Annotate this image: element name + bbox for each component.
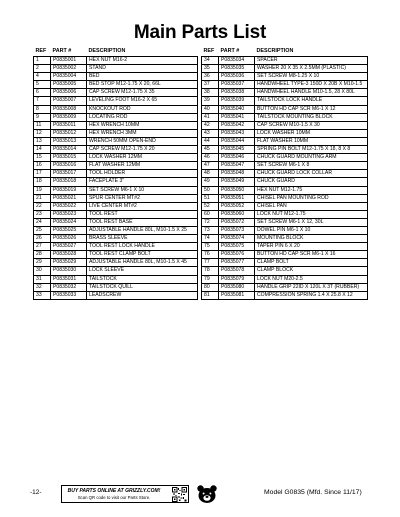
description-cell: MOUNTING BLOCK: [255, 235, 368, 243]
table-row: [34, 137, 198, 145]
table-row: [34, 194, 198, 202]
table-row: [202, 186, 368, 194]
ref-cell: 78: [202, 267, 219, 275]
table-row: [202, 137, 368, 145]
description-cell: WASHER 20 X 35 X 2.5MM (PLASTIC): [255, 65, 368, 73]
part-number-cell: P0835052: [219, 202, 255, 210]
table-row: [34, 113, 198, 121]
part-number-cell: P0835060: [219, 210, 255, 218]
table-row: [202, 57, 368, 65]
description-cell: HEX NUT M16-2: [87, 57, 198, 65]
parts-table-right: [201, 47, 368, 300]
ref-cell: 14: [34, 146, 51, 154]
ref-cell: 25: [34, 226, 51, 234]
table-row: [34, 97, 198, 105]
description-cell: TAPER PIN 6 X 20: [255, 243, 368, 251]
description-cell: BED STOP M12-1.75 X 20, 66L: [87, 81, 198, 89]
table-row: [34, 162, 198, 170]
description-cell: LIVE CENTER MT#2: [87, 202, 198, 210]
table-row: [202, 154, 368, 162]
part-number-cell: P0835024: [51, 218, 87, 226]
part-number-cell: P0835029: [51, 259, 87, 267]
table-row: [202, 81, 368, 89]
ref-cell: 38: [202, 89, 219, 97]
part-number-cell: P0835077: [219, 259, 255, 267]
part-number-cell: P0835037: [219, 81, 255, 89]
ref-cell: 18: [34, 178, 51, 186]
ref-cell: 46: [202, 154, 219, 162]
part-number-cell: P0835021: [51, 194, 87, 202]
description-cell: CHISEL PAN: [255, 202, 368, 210]
description-cell: LOCK WASHER 10MM: [255, 129, 368, 137]
description-cell: SET SCREW M6-1 X 12, 30L: [255, 218, 368, 226]
ref-cell: 48: [202, 170, 219, 178]
description-cell: SPRING PIN BOLT M12-1.75 X 18, 8 X 8: [255, 146, 368, 154]
part-number-cell: P0835076: [219, 251, 255, 259]
description-cell: TAILSTOCK MOUNTING BLOCK: [255, 113, 368, 121]
table-row: [202, 73, 368, 81]
table-row: [34, 186, 198, 194]
table-row: [202, 291, 368, 299]
ref-cell: 77: [202, 259, 219, 267]
part-number-cell: P0835023: [51, 210, 87, 218]
part-number-cell: P0835034: [219, 57, 255, 65]
part-number-cell: P0835025: [51, 226, 87, 234]
part-number-cell: P0835039: [219, 97, 255, 105]
ref-cell: 36: [202, 73, 219, 81]
part-number-cell: P0835080: [219, 283, 255, 291]
table-row: [34, 275, 198, 283]
ref-cell: 35: [202, 65, 219, 73]
ref-cell: 41: [202, 113, 219, 121]
description-cell: ADJUSTABLE HANDLE 80L, M10-1.5 X 25: [87, 226, 198, 234]
col-part: PART #: [220, 48, 240, 54]
part-number-cell: P0835040: [219, 105, 255, 113]
table-row: [34, 291, 198, 299]
table-row: [34, 154, 198, 162]
table-row: [202, 162, 368, 170]
description-cell: DOWEL PIN M6-1 X 10: [255, 226, 368, 234]
ref-cell: 75: [202, 243, 219, 251]
ref-cell: 8: [34, 105, 51, 113]
description-cell: TOOL HOLDER: [87, 170, 198, 178]
description-cell: CLAMP BLOCK: [255, 267, 368, 275]
ref-cell: 22: [34, 202, 51, 210]
part-number-cell: P0835042: [219, 121, 255, 129]
page-number: -12-: [30, 489, 42, 496]
ref-cell: 7: [34, 97, 51, 105]
part-number-cell: P0835078: [219, 267, 255, 275]
part-number-cell: P0835081: [219, 291, 255, 299]
ref-cell: 81: [202, 291, 219, 299]
description-cell: FLAT WASHER 10MM: [255, 137, 368, 145]
ref-cell: 33: [34, 291, 51, 299]
ref-cell: 73: [202, 226, 219, 234]
part-number-cell: P0835033: [51, 291, 87, 299]
part-number-cell: P0835074: [219, 235, 255, 243]
table-row: [202, 202, 368, 210]
description-cell: SET SCREW M6-1 X 8: [255, 162, 368, 170]
description-cell: TOOL REST LOCK HANDLE: [87, 243, 198, 251]
part-number-cell: P0835014: [51, 146, 87, 154]
ref-cell: 37: [202, 81, 219, 89]
ref-cell: 43: [202, 129, 219, 137]
ref-cell: 29: [34, 259, 51, 267]
description-cell: BUTTON HD CAP SCR M6-1 X 16: [255, 251, 368, 259]
table-row: [34, 259, 198, 267]
description-cell: FLAT WASHER 12MM: [87, 162, 198, 170]
description-cell: CAP SCREW M10-1.5 X 30: [255, 121, 368, 129]
table-row: [34, 283, 198, 291]
table-row: [202, 194, 368, 202]
table-row: [34, 129, 198, 137]
part-number-cell: P0835079: [219, 275, 255, 283]
part-number-cell: P0835009: [51, 113, 87, 121]
part-number-cell: P0835041: [219, 113, 255, 121]
ref-cell: 47: [202, 162, 219, 170]
table-row: [202, 259, 368, 267]
promo-headline: BUY PARTS ONLINE AT GRIZZLY.COM!: [67, 488, 161, 494]
table-row: [202, 226, 368, 234]
description-cell: LOCK NUT M20-2.5: [255, 275, 368, 283]
description-cell: CLAMP BOLT: [255, 259, 368, 267]
description-cell: TOOL REST CLAMP BOLT: [87, 251, 198, 259]
part-number-cell: P0835022: [51, 202, 87, 210]
ref-cell: 2: [34, 65, 51, 73]
col-ref: REF: [35, 48, 47, 54]
col-part: PART #: [52, 48, 72, 54]
table-row: [202, 170, 368, 178]
part-number-cell: P0835017: [51, 170, 87, 178]
part-number-cell: P0835030: [51, 267, 87, 275]
table-row: [34, 210, 198, 218]
part-number-cell: P0835046: [219, 154, 255, 162]
model-label: Model G0835 (Mfd. Since 11/17): [264, 489, 362, 496]
description-cell: SET SCREW M8-1.25 X 10: [255, 73, 368, 81]
ref-cell: 19: [34, 186, 51, 194]
table-row: [34, 243, 198, 251]
ref-cell: 12: [34, 129, 51, 137]
ref-cell: 23: [34, 210, 51, 218]
promo-subtext: Scan QR code to visit our Parts Store.: [77, 495, 151, 500]
description-cell: LEVELING FOOT M16-2 X 65: [87, 97, 198, 105]
description-cell: TOOL REST: [87, 210, 198, 218]
description-cell: SPUR CENTER MT#2: [87, 194, 198, 202]
table-header: [34, 47, 198, 57]
description-cell: BED: [87, 73, 198, 81]
ref-cell: 17: [34, 170, 51, 178]
ref-cell: 4: [34, 73, 51, 81]
ref-cell: 24: [34, 218, 51, 226]
table-row: [34, 235, 198, 243]
description-cell: WRENCH 50MM OPEN-END: [87, 137, 198, 145]
parts-table-left: [33, 47, 198, 300]
ref-cell: 60: [202, 210, 219, 218]
col-description: DESCRIPTION: [256, 48, 294, 54]
table-header: [202, 47, 368, 57]
description-cell: HEX NUT M12-1.75: [255, 186, 368, 194]
description-cell: LOCK WASHER 12MM: [87, 154, 198, 162]
table-row: [202, 243, 368, 251]
grizzly-bear-logo-icon: [196, 484, 218, 504]
ref-cell: 26: [34, 235, 51, 243]
part-number-cell: P0835002: [51, 65, 87, 73]
ref-cell: 44: [202, 137, 219, 145]
table-row: [202, 283, 368, 291]
description-cell: TAILSTOCK: [87, 275, 198, 283]
description-cell: CHUCK GUARD LOCK COLLAR: [255, 170, 368, 178]
description-cell: BUTTON HD CAP SCR M6-1 X 12: [255, 105, 368, 113]
description-cell: CHUCK GUARD: [255, 178, 368, 186]
table-row: [202, 65, 368, 73]
part-number-cell: P0835073: [219, 226, 255, 234]
ref-cell: 6: [34, 89, 51, 97]
ref-cell: 5: [34, 81, 51, 89]
part-number-cell: P0835026: [51, 235, 87, 243]
qr-code-icon[interactable]: [172, 487, 187, 502]
ref-cell: 34: [202, 57, 219, 65]
col-ref: REF: [203, 48, 215, 54]
description-cell: LOCK SLEEVE: [87, 267, 198, 275]
description-cell: HEX WRENCH 3MM: [87, 129, 198, 137]
part-number-cell: P0835045: [219, 146, 255, 154]
table-row: [34, 105, 198, 113]
description-cell: HEX WRENCH 10MM: [87, 121, 198, 129]
table-row: [34, 251, 198, 259]
ref-cell: 39: [202, 97, 219, 105]
table-row: [34, 202, 198, 210]
parts-promo-box[interactable]: [61, 485, 189, 503]
table-row: [34, 73, 198, 81]
ref-cell: 49: [202, 178, 219, 186]
table-row: [34, 81, 198, 89]
ref-cell: 30: [34, 267, 51, 275]
ref-cell: 74: [202, 235, 219, 243]
description-cell: HANDWHEEL TYPE-3 150D X 20B X M10-1.5: [255, 81, 368, 89]
part-number-cell: P0835044: [219, 137, 255, 145]
description-cell: KNOCKOUT ROD: [87, 105, 198, 113]
description-cell: CAP SCREW M12-1.75 X 20: [87, 146, 198, 154]
part-number-cell: P0835043: [219, 129, 255, 137]
ref-cell: 28: [34, 251, 51, 259]
description-cell: CHUCK GUARD MOUNTING ARM: [255, 154, 368, 162]
table-row: [202, 105, 368, 113]
description-cell: STAND: [87, 65, 198, 73]
table-row: [34, 121, 198, 129]
table-row: [34, 226, 198, 234]
part-number-cell: P0835036: [219, 73, 255, 81]
description-cell: TAILSTOCK QUILL: [87, 283, 198, 291]
description-cell: TAILSTOCK LOCK HANDLE: [255, 97, 368, 105]
ref-cell: 27: [34, 243, 51, 251]
part-number-cell: P0835031: [51, 275, 87, 283]
table-row: [202, 146, 368, 154]
ref-cell: 40: [202, 105, 219, 113]
table-row: [34, 218, 198, 226]
part-number-cell: P0835005: [51, 81, 87, 89]
ref-cell: 21: [34, 194, 51, 202]
description-cell: TOOL REST BASE: [87, 218, 198, 226]
part-number-cell: P0835048: [219, 170, 255, 178]
part-number-cell: P0835001: [51, 57, 87, 65]
table-row: [202, 275, 368, 283]
ref-cell: 79: [202, 275, 219, 283]
part-number-cell: P0835049: [219, 178, 255, 186]
description-cell: ADJUSTABLE HANDLE 80L, M10-1.5 X 45: [87, 259, 198, 267]
table-row: [34, 170, 198, 178]
description-cell: LOCK NUT M12-1.75: [255, 210, 368, 218]
part-number-cell: P0835016: [51, 162, 87, 170]
col-description: DESCRIPTION: [88, 48, 126, 54]
description-cell: SET SCREW M6-1 X 10: [87, 186, 198, 194]
part-number-cell: P0835012: [51, 129, 87, 137]
table-row: [202, 97, 368, 105]
ref-cell: 50: [202, 186, 219, 194]
ref-cell: 15: [34, 154, 51, 162]
part-number-cell: P0835018: [51, 178, 87, 186]
table-row: [202, 129, 368, 137]
part-number-cell: P0835075: [219, 243, 255, 251]
table-row: [34, 178, 198, 186]
table-row: [202, 178, 368, 186]
ref-cell: 72: [202, 218, 219, 226]
table-row: [34, 65, 198, 73]
part-number-cell: P0835006: [51, 89, 87, 97]
ref-cell: 42: [202, 121, 219, 129]
ref-cell: 1: [34, 57, 51, 65]
description-cell: HANDWHEEL HANDLE M10-1.5, 28 X 80L: [255, 89, 368, 97]
description-cell: LOCATING ROD: [87, 113, 198, 121]
part-number-cell: P0835028: [51, 251, 87, 259]
part-number-cell: P0835004: [51, 73, 87, 81]
part-number-cell: P0835015: [51, 154, 87, 162]
table-row: [202, 251, 368, 259]
ref-cell: 13: [34, 137, 51, 145]
part-number-cell: P0835051: [219, 194, 255, 202]
table-row: [34, 57, 198, 65]
part-number-cell: P0835019: [51, 186, 87, 194]
ref-cell: 16: [34, 162, 51, 170]
description-cell: SPACER: [255, 57, 368, 65]
description-cell: COMPRESSION SPRING 1.4 X 25.8 X 12: [255, 291, 368, 299]
description-cell: LEADSCREW: [87, 291, 198, 299]
ref-cell: 52: [202, 202, 219, 210]
part-number-cell: P0835050: [219, 186, 255, 194]
part-number-cell: P0835038: [219, 89, 255, 97]
part-number-cell: P0835032: [51, 283, 87, 291]
part-number-cell: P0835072: [219, 218, 255, 226]
ref-cell: 11: [34, 121, 51, 129]
part-number-cell: P0835027: [51, 243, 87, 251]
table-row: [202, 218, 368, 226]
ref-cell: 80: [202, 283, 219, 291]
ref-cell: 51: [202, 194, 219, 202]
table-row: [202, 267, 368, 275]
table-row: [202, 235, 368, 243]
ref-cell: 32: [34, 283, 51, 291]
part-number-cell: P0835011: [51, 121, 87, 129]
ref-cell: 31: [34, 275, 51, 283]
table-row: [34, 146, 198, 154]
ref-cell: 45: [202, 146, 219, 154]
table-row: [202, 121, 368, 129]
table-row: [202, 113, 368, 121]
description-cell: CAP SCREW M12-1.75 X 35: [87, 89, 198, 97]
description-cell: BRASS SLEEVE: [87, 235, 198, 243]
ref-cell: 9: [34, 113, 51, 121]
part-number-cell: P0835007: [51, 97, 87, 105]
part-number-cell: P0835035: [219, 65, 255, 73]
part-number-cell: P0835008: [51, 105, 87, 113]
table-row: [202, 210, 368, 218]
table-row: [202, 89, 368, 97]
description-cell: CHISEL PAN MOUNTING ROD: [255, 194, 368, 202]
table-row: [34, 267, 198, 275]
ref-cell: 76: [202, 251, 219, 259]
part-number-cell: P0835013: [51, 137, 87, 145]
description-cell: FACEPLATE 3": [87, 178, 198, 186]
part-number-cell: P0835047: [219, 162, 255, 170]
table-row: [34, 89, 198, 97]
page-title: Main Parts List: [133, 22, 267, 43]
description-cell: HANDLE GRIP 22ID X 120L X 3T (RUBBER): [255, 283, 368, 291]
